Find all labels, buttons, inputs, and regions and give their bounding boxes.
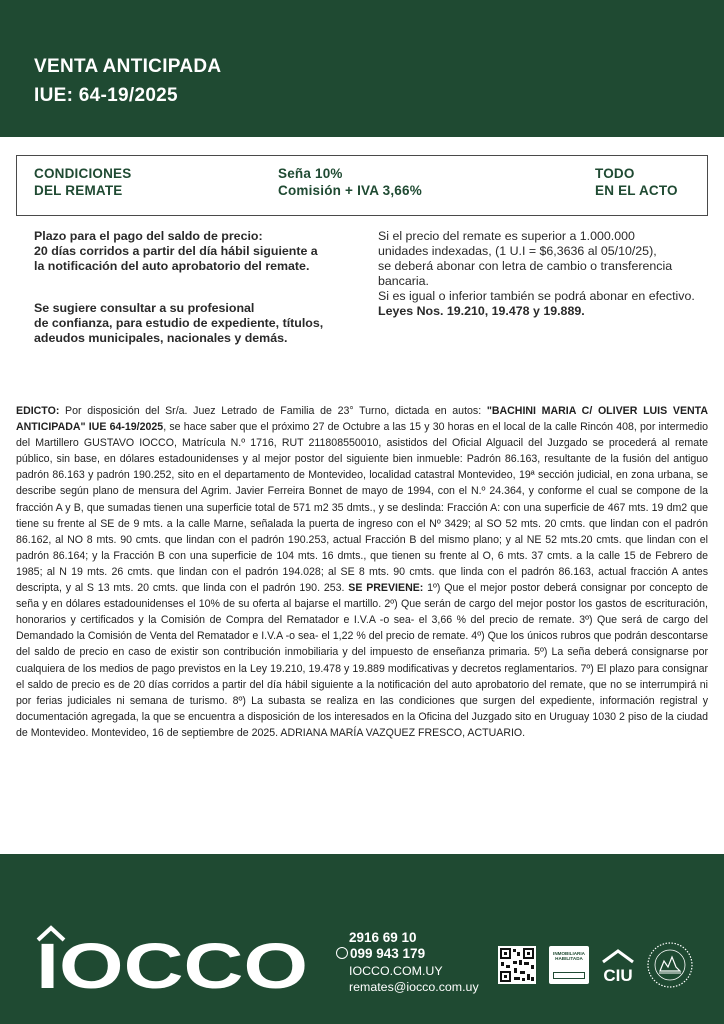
website-link[interactable]: IOCCO.COM.UY: [349, 963, 443, 978]
whatsapp-icon: [336, 947, 348, 959]
case-title: "BACHINI MARIA C/ OLIVER LUIS VENTA ANTICIPADA" IUE 64-19/2025: [16, 405, 708, 434]
previene-label: SE PREVIENE:: [348, 582, 424, 595]
ciu-logo: [600, 948, 636, 984]
conditions-label: CONDICIONES DEL REMATE: [34, 166, 132, 198]
title-line-2: IUE: 64-19/2025: [34, 85, 178, 106]
logo-wordmark: IOCCO: [36, 930, 308, 994]
payment-term-note: Plazo para el pago del saldo de precio: 20 días corridos a partir del día hábil siguiente a la notificación del auto aprobatorio del remate.: [34, 229, 318, 273]
header-banner: [0, 0, 724, 137]
email-link[interactable]: remates@iocco.com.uy: [349, 979, 479, 994]
advice-note: Se sugiere consultar a su profesional de confianza, para estudio de expediente, títulos, adeudos municipales, nacionales y demás.: [34, 301, 324, 345]
contact-block: [336, 930, 479, 995]
title-line-1: VENTA ANTICIPADA: [34, 56, 222, 77]
conditions-box: [16, 155, 708, 216]
edict-label: EDICTO:: [16, 405, 60, 417]
camara-inmobiliaria-seal-icon: [645, 940, 695, 990]
conditions-fees: Seña 10% Comisión + IVA 3,66%: [278, 166, 422, 198]
badge-seal-icon: [553, 972, 585, 979]
qr-code-icon[interactable]: [498, 946, 536, 984]
conditions-payment: TODO EN EL ACTO: [595, 166, 678, 198]
edict-text: EDICTO: Por disposición del Sr/a. Juez Letrado de Familia de 23° Turno, dictada en autos: "BACHINI MARIA C/ OLIVER LUIS VENTA ANTICIPADA" IUE 64-19/2025, se hace saber que el próximo 27 de Octubre a las 15 y 30 horas en el local de la calle Rincón 408, por intermedio del Martillero GUSTAVO IOCCO, Matrícula N.º 1716, RUT 211808550010, asistidos del Oficial Alguacil del Juzgado se procederá al remate público, sin base, en dólares estadounidenses y al mejor postor del siguiente bien inmueble: Padrón 86.163, resultante de la fusión del antiguo padrón 86.163 y padrón 190.252, sito en el departamento de Montevideo, localidad catastral Montevideo, 19ª sección judicial, en zona urbana, se describe según plano de mensura del Agrim. Javier Ferreira Bonnet de mayo de 1994, con el N.º 24.364, y conforme el cual se compone de la fracción A y B, que sumadas tienen una superficie total de 571 m2 35 dmts., y se deslinda: Fracción A: con una superficie de 467 mts. 19 dm2 que tiene su frente al SE de 9 mts. a la calle Marne, señalada la puerta de ingreso con el Nº 3429; al SO 52 mts. 20 cmts. que lindan con el padrón 86.162, al NO 8 mts. 90 cmts. que lindan con el padrón 190.253, actual Fracción B del mismo plano; y al NE 52 mts.20 cmts. que lindan con el padrón 86.164; y la Fracción B con una superficie de 104 mts. 16 dmts., que tienen su frente al O, 6 mts. 37 cmts. a la calle 15 de Febrero de 1985; al N 19 mts. 26 cmts. que lindan con el padrón 194.028; al SE 8 mts. 90 cmts. que linda con el padrón 86.163, actual fracción A antes descripta, y al S 13 mts. 20 cmts. que linda con el padrón 190. 253. SE PREVIENE: 1º) Que el mejor postor deberá consignar por concepto de seña y en dólares estadounidenses el 10% de su oferta al bajarse el martillo. 2º) Que serán de cargo del mejor postor los gastos de escrituración, honorarios y certificados y la Comisión de Compra del Rematador e I.V.A -o sea- el 3,66 % del precio de remate. 3º) Que será de cargo del Demandado la Comisión de Venta del Rematador e I.V.A -o sea- el 1,22 % del precio de remate. 4º) Que los únicos rubros que podrán descontarse del saldo de precio en caso de existir son contribución inmobiliaria y del impuesto de enseñanza primaria. 5º) La seña deberá consignarse por cualquiera de los medios de pago previstos en la Ley 19.210, 19.478 y 19.889 modificativas y decretos reglamentarios. 7º) El plazo para consignar el saldo de precio es de 20 días corridos a partir del día hábil siguiente a la notificación del auto aprobatorio del remate, que no se interrumpirá ni por ferias judiciales ni semana de turismo. 8º) La subasta se realiza en las condiciones que surgen del expediente, información registral y documentación agregada, la que se encuentra a disposición de los interesados en la Oficina del Juzgado sito en Uruguay 1030 2 piso de la ciudad de Montevideo. Montevideo, 16 de septiembre de 2025. ADRIANA MARÍA VAZQUEZ FRESCO, ACTUARIO.: [16, 405, 708, 739]
ciu-text: CIU: [603, 966, 633, 984]
whatsapp-number[interactable]: 099 943 179: [336, 946, 479, 962]
page-title: [34, 52, 221, 110]
laws-reference: Leyes Nos. 19.210, 19.478 y 19.889.: [378, 304, 585, 318]
price-payment-note: Si el precio del remate es superior a 1.000.000 unidades indexadas, (1 U.I = $6,3636 al 05/10/25), se deberá abonar con letra de cambio o transferencia bancaria. Si es igual o inferior también se podrá abonar en efectivo. Leyes Nos. 19.210, 19.478 y 19.889.: [378, 229, 718, 319]
ciu-roof-icon: [603, 951, 633, 962]
inmobiliaria-habilitada-badge: INMOBILIARIA HABILITADA: [549, 946, 589, 984]
phone-number[interactable]: 2916 69 10: [349, 930, 417, 945]
iocco-logo: [36, 924, 316, 994]
